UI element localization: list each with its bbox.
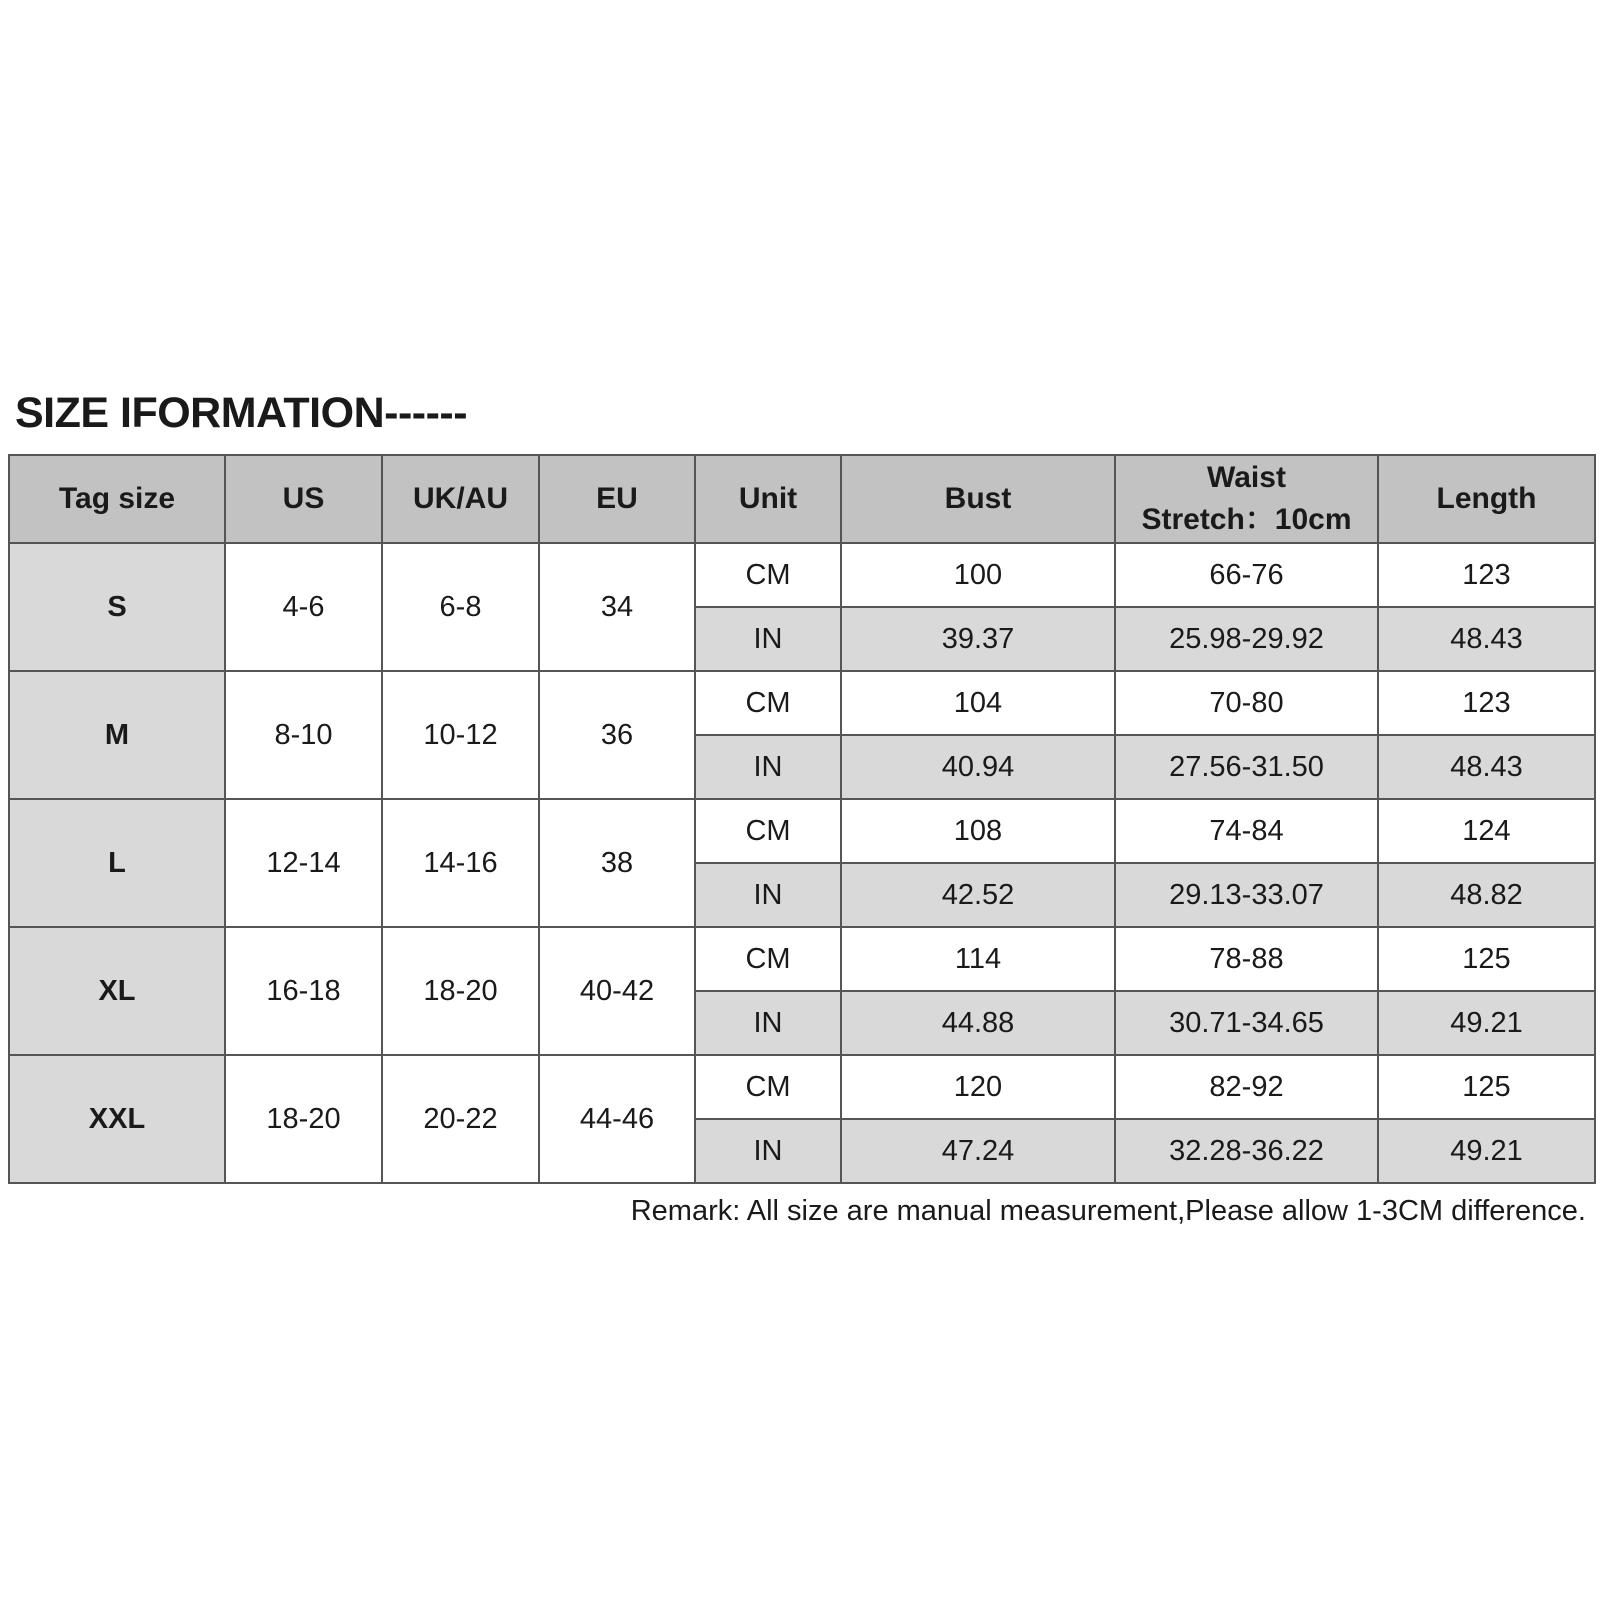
waist-cell: 82-92	[1115, 1055, 1378, 1119]
waist-cell: 32.28-36.22	[1115, 1119, 1378, 1183]
header-uk-au: UK/AU	[382, 455, 539, 543]
length-cell: 48.43	[1378, 735, 1595, 799]
unit-cell: IN	[695, 1119, 841, 1183]
waist-cell: 27.56-31.50	[1115, 735, 1378, 799]
length-cell: 49.21	[1378, 1119, 1595, 1183]
table-header-row	[9, 455, 1595, 543]
table-row-cm	[9, 927, 1595, 991]
waist-cell: 78-88	[1115, 927, 1378, 991]
waist-cell: 70-80	[1115, 671, 1378, 735]
eu-size-cell: 38	[539, 799, 695, 927]
length-cell: 125	[1378, 927, 1595, 991]
tag-size-cell: XL	[9, 927, 225, 1055]
unit-cell: IN	[695, 735, 841, 799]
us-size-cell: 12-14	[225, 799, 382, 927]
length-cell: 125	[1378, 1055, 1595, 1119]
bust-cell: 104	[841, 671, 1115, 735]
eu-size-cell: 36	[539, 671, 695, 799]
waist-cell: 25.98-29.92	[1115, 607, 1378, 671]
bust-cell: 108	[841, 799, 1115, 863]
header-waist	[1115, 455, 1378, 543]
bust-cell: 44.88	[841, 991, 1115, 1055]
uk-au-size-cell: 10-12	[382, 671, 539, 799]
table-row-cm	[9, 543, 1595, 607]
eu-size-cell: 34	[539, 543, 695, 671]
waist-cell: 66-76	[1115, 543, 1378, 607]
size-chart-table	[8, 454, 1596, 1184]
tag-size-cell: XXL	[9, 1055, 225, 1183]
unit-cell: CM	[695, 927, 841, 991]
waist-cell: 29.13-33.07	[1115, 863, 1378, 927]
table-body	[9, 543, 1595, 1183]
remark-note: Remark: All size are manual measurement,Please allow 1-3CM difference.	[630, 1195, 1586, 1227]
bust-cell: 114	[841, 927, 1115, 991]
table-row-cm	[9, 671, 1595, 735]
header-waist-stretch: Stretch：10cm	[1141, 503, 1352, 536]
unit-cell: CM	[695, 1055, 841, 1119]
us-size-cell: 18-20	[225, 1055, 382, 1183]
tag-size-cell: M	[9, 671, 225, 799]
uk-au-size-cell: 18-20	[382, 927, 539, 1055]
eu-size-cell: 40-42	[539, 927, 695, 1055]
header-length: Length	[1378, 455, 1595, 543]
unit-cell: IN	[695, 991, 841, 1055]
header-tag-size: Tag size	[9, 455, 225, 543]
length-cell: 123	[1378, 543, 1595, 607]
length-cell: 123	[1378, 671, 1595, 735]
table-row-cm	[9, 1055, 1595, 1119]
unit-cell: CM	[695, 671, 841, 735]
bust-cell: 100	[841, 543, 1115, 607]
us-size-cell: 16-18	[225, 927, 382, 1055]
us-size-cell: 8-10	[225, 671, 382, 799]
length-cell: 124	[1378, 799, 1595, 863]
length-cell: 48.43	[1378, 607, 1595, 671]
unit-cell: CM	[695, 799, 841, 863]
bust-cell: 42.52	[841, 863, 1115, 927]
unit-cell: IN	[695, 863, 841, 927]
bust-cell: 120	[841, 1055, 1115, 1119]
bust-cell: 47.24	[841, 1119, 1115, 1183]
tag-size-cell: S	[9, 543, 225, 671]
tag-size-cell: L	[9, 799, 225, 927]
page-title: SIZE IFORMATION------	[15, 389, 468, 437]
table-row-cm	[9, 799, 1595, 863]
waist-cell: 30.71-34.65	[1115, 991, 1378, 1055]
uk-au-size-cell: 14-16	[382, 799, 539, 927]
header-unit: Unit	[695, 455, 841, 543]
eu-size-cell: 44-46	[539, 1055, 695, 1183]
bust-cell: 40.94	[841, 735, 1115, 799]
waist-cell: 74-84	[1115, 799, 1378, 863]
unit-cell: CM	[695, 543, 841, 607]
uk-au-size-cell: 6-8	[382, 543, 539, 671]
unit-cell: IN	[695, 607, 841, 671]
header-waist-label: Waist	[1207, 461, 1286, 494]
uk-au-size-cell: 20-22	[382, 1055, 539, 1183]
length-cell: 48.82	[1378, 863, 1595, 927]
bust-cell: 39.37	[841, 607, 1115, 671]
header-us: US	[225, 455, 382, 543]
length-cell: 49.21	[1378, 991, 1595, 1055]
us-size-cell: 4-6	[225, 543, 382, 671]
header-eu: EU	[539, 455, 695, 543]
header-bust: Bust	[841, 455, 1115, 543]
